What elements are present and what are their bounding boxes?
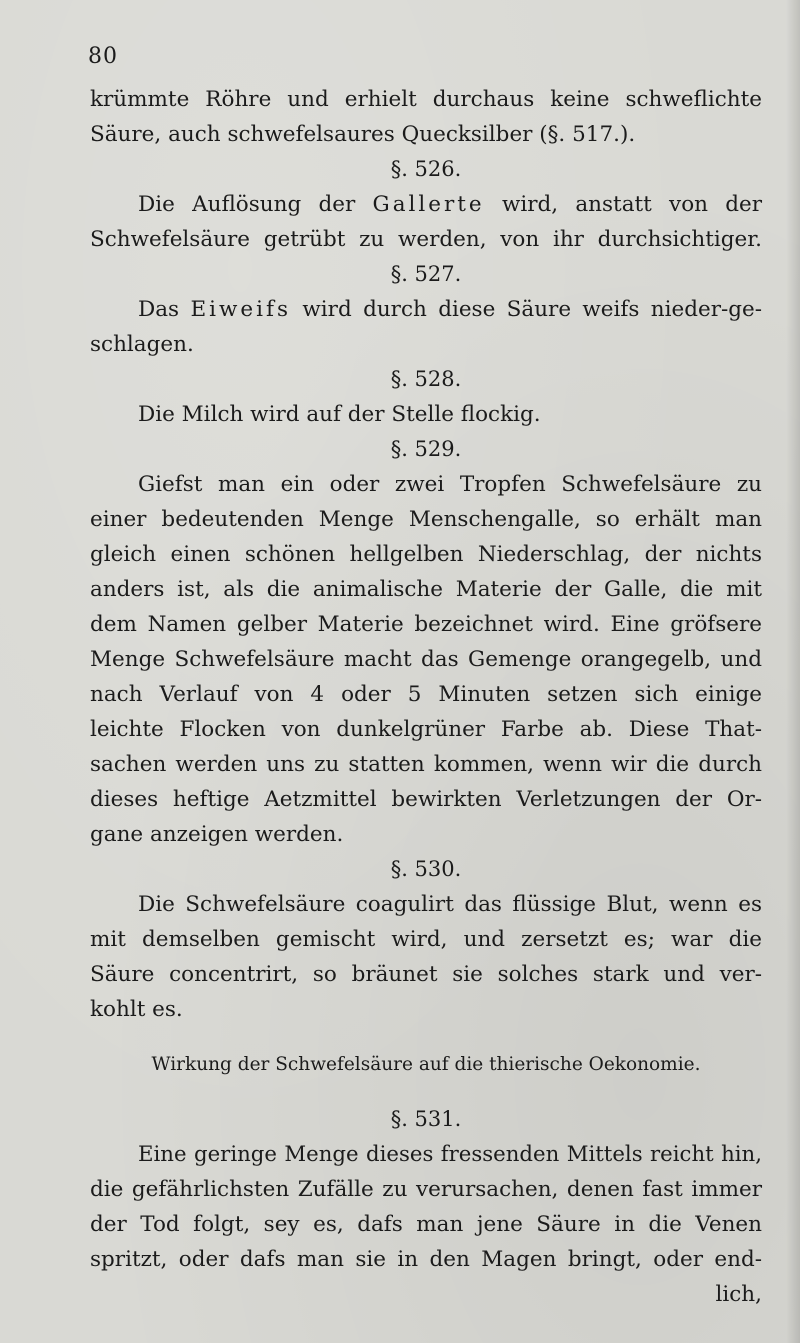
text-line (90, 187, 762, 222)
catchword: lich, (715, 1282, 762, 1307)
section-heading-531: §. 531. (390, 1107, 462, 1131)
spacer (90, 1088, 762, 1102)
text-line: Menge Schwefelsäure macht das Gemenge orangegelb, und (90, 647, 762, 672)
text-line: spritzt, oder dafs man sie in den Magen bringt, oder end- (90, 1247, 762, 1272)
text-fragment: Das (138, 297, 180, 322)
text-line: Giefst man ein oder zwei Tropfen Schwefelsäure zu (138, 472, 762, 497)
text-line: sachen werden uns zu statten kommen, wenn wir die durch (90, 752, 762, 777)
spacer (90, 1027, 762, 1041)
text-line: schlagen. (90, 332, 194, 357)
text-fragment: wird, anstatt von der (501, 192, 763, 217)
text-line: kohlt es. (90, 997, 183, 1022)
text-line: Die Schwefelsäure coagulirt das flüssige Blut, wenn es (138, 892, 762, 917)
section-heading-528: §. 528. (390, 367, 462, 391)
page-number: 80 (88, 44, 118, 69)
text-line: nach Verlauf von 4 oder 5 Minuten setzen sich einige (90, 682, 762, 707)
text-line: dem Namen gelber Materie bezeichnet wird. Eine gröfsere (90, 612, 762, 637)
text-line: Die Milch wird auf der Stelle flockig. (138, 402, 541, 427)
section-heading-530: §. 530. (390, 857, 462, 881)
page-edge-shadow (786, 0, 800, 1343)
text-line: gleich einen schönen hellgelben Niederschlag, der nichts (90, 542, 762, 567)
text-line: leichte Flocken von dunkelgrüner Farbe ab. Diese That- (90, 717, 762, 742)
emphasized-term: Eiweifs (190, 297, 292, 322)
text-line: der Tod folgt, sey es, dafs man jene Säure in die Venen (90, 1212, 762, 1237)
text-line: dieses heftige Aetzmittel bewirkten Verletzungen der Or- (90, 787, 762, 812)
text-fragment: wird durch diese Säure weifs nieder-ge- (302, 297, 762, 322)
text-line: krümmte Röhre und erhielt durchaus keine schweflichte (90, 87, 762, 112)
text-line: gane anzeigen werden. (90, 822, 344, 847)
text-line: Schwefelsäure getrübt zu werden, von ihr durchsichtiger. (90, 227, 762, 252)
text-line: mit demselben gemischt wird, und zersetzt es; war die (90, 927, 762, 952)
text-line: Säure concentrirt, so bräunet sie solches stark und ver- (90, 962, 762, 987)
text-line: anders ist, als die animalische Materie der Galle, die mit (90, 577, 762, 602)
section-subtitle: Wirkung der Schwefelsäure auf die thierische Oekonomie. (151, 1054, 701, 1075)
text-line: Eine geringe Menge dieses fressenden Mittels reicht hin, (138, 1142, 762, 1167)
section-heading-526: §. 526. (390, 157, 462, 181)
emphasized-term: Gallerte (372, 192, 485, 217)
text-line (90, 292, 762, 327)
body-text (90, 82, 762, 1312)
text-line: die gefährlichsten Zufälle zu verursachen, denen fast immer (90, 1177, 762, 1202)
section-heading-529: §. 529. (390, 437, 462, 461)
text-fragment: Die Auflösung der (138, 192, 356, 217)
text-line: Säure, auch schwefelsaures Quecksilber (§. 517.). (90, 122, 636, 147)
text-line: einer bedeutenden Menge Menschengalle, so erhält man (90, 507, 762, 532)
section-heading-527: §. 527. (390, 262, 462, 286)
